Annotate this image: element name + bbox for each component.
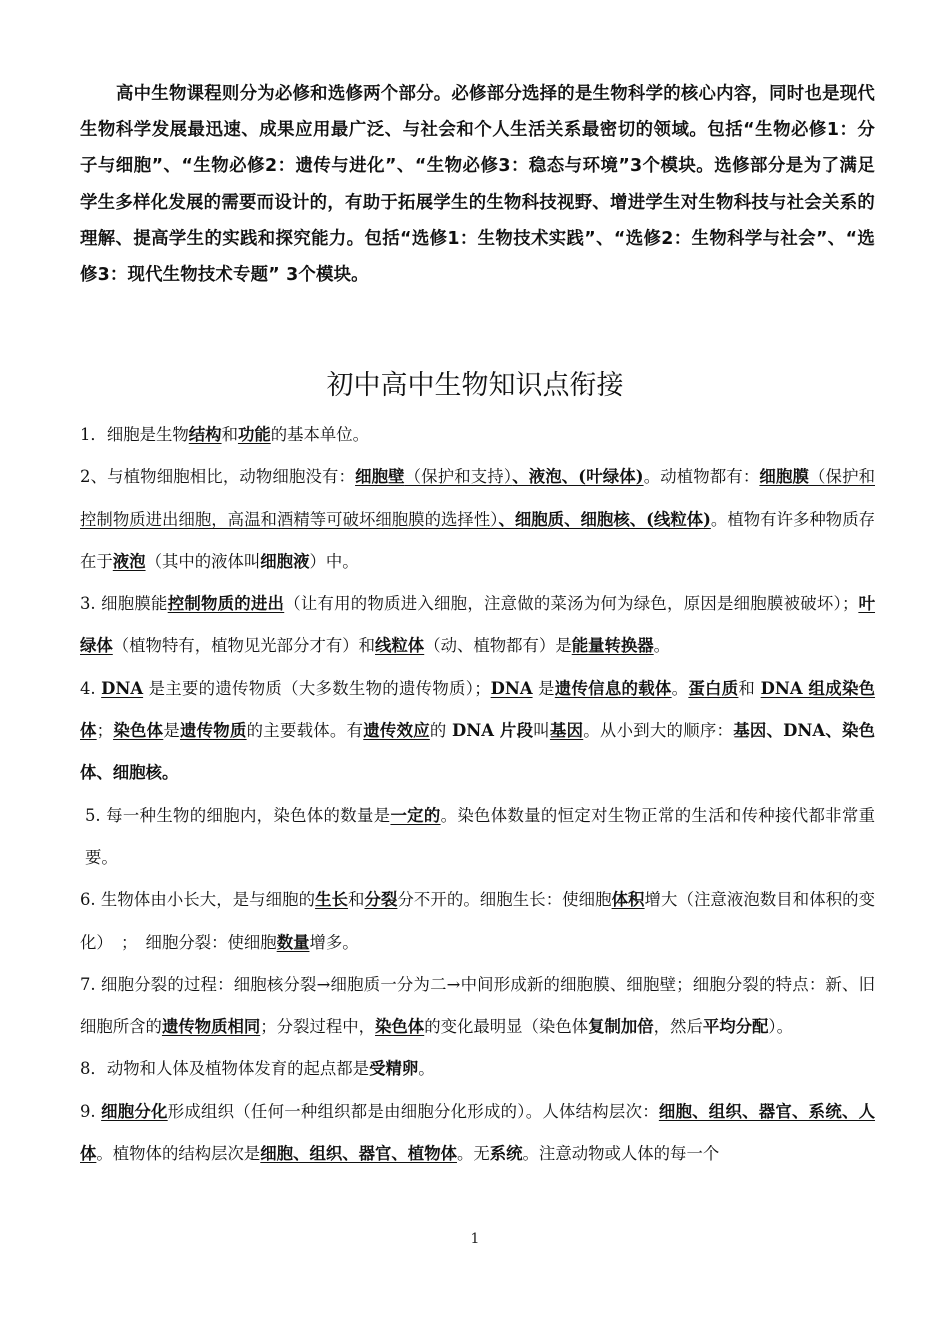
knowledge-point-5 — [80, 795, 875, 880]
point-text: 。染色体数量的恒定对生物正常的生活和传种接代都非常重要。 — [85, 805, 876, 867]
highlighted-term: 蛋白质 — [688, 678, 739, 698]
highlighted-term: 细胞膜 — [759, 467, 810, 487]
knowledge-point-2 — [80, 456, 875, 583]
point-text: ）。 — [768, 1017, 793, 1037]
point-text: 的变化最明显（染色体 — [424, 1017, 589, 1037]
point-text: 叫 — [533, 721, 550, 741]
point-text: 5. 每一种生物的细胞内，染色体的数量是 — [85, 805, 391, 825]
highlighted-term: 体积 — [611, 890, 645, 910]
highlighted-term: 平均分配 — [702, 1017, 769, 1037]
point-text: 和 — [738, 678, 761, 698]
highlighted-term: 生长 — [315, 890, 349, 910]
highlighted-term: 控制物质的进出 — [167, 594, 285, 614]
highlighted-term: 系统 — [489, 1144, 523, 1164]
point-text: 。植物体的结构层次是 — [96, 1144, 261, 1164]
highlighted-term: 细胞壁 — [355, 467, 405, 487]
section-title: 初中高中生物知识点衔接 — [326, 370, 624, 401]
point-text: 。注意动物或人体的每一个 — [522, 1144, 720, 1164]
highlighted-term: DNA 组成染色体 — [80, 678, 876, 741]
highlighted-term: 、细胞质、细胞核、(线粒体) — [498, 509, 711, 529]
highlighted-term: 能量转换器 — [571, 636, 654, 656]
point-text: 8．动物和人体及植物体发育的起点都是 — [80, 1059, 370, 1079]
point-text: 是主要的遗传物质（大多数生物的遗传物质）； — [143, 678, 491, 698]
point-text: ）中。 — [309, 551, 359, 571]
highlighted-term: 细胞、组织、器官、系统、人体 — [80, 1101, 876, 1164]
point-text: 7. 细胞分裂的过程：细胞核分裂→细胞质一分为二→中间形成新的细胞膜、细胞壁；细胞分裂的特点：新、旧细胞所含的 — [80, 974, 875, 1037]
highlighted-term: DNA 片段 — [452, 721, 534, 741]
knowledge-points — [80, 414, 875, 1175]
point-text: 。从小到大的顺序： — [583, 721, 734, 741]
point-text: 。 — [653, 636, 671, 656]
highlighted-term: 染色体 — [113, 721, 164, 741]
point-text: 6. 生物体由小长大，是与细胞的 — [80, 890, 316, 910]
point-text: 增大（注意液泡数目和体积的变化） ； 细胞分裂：使细胞 — [80, 890, 876, 952]
highlighted-term: 染色体 — [375, 1017, 425, 1037]
highlighted-term: （保护和控制物质进出细胞，高温和酒精等可破坏细胞膜的选择性） — [80, 467, 875, 529]
point-text: 4. — [80, 678, 102, 698]
knowledge-point-3 — [80, 583, 875, 668]
point-text: 1．细胞是生物 — [80, 425, 189, 444]
point-text: 。动植物都有： — [643, 467, 760, 487]
point-text: 。 — [671, 678, 689, 698]
point-text: （让有用的物质进入细胞，注意做的菜汤为何为绿色，原因是细胞膜被破坏）； — [284, 594, 859, 614]
point-text: 和 — [221, 425, 238, 444]
highlighted-term: DNA — [490, 678, 533, 698]
point-text: 和 — [348, 890, 365, 910]
highlighted-term: 遗传物质相同 — [161, 1017, 261, 1037]
point-text: 3. 细胞膜能 — [80, 594, 168, 614]
highlighted-term: （保护和支持） — [404, 467, 513, 487]
highlighted-term: 遗传物质 — [179, 721, 247, 741]
highlighted-term: 遗传信息的载体 — [554, 678, 672, 698]
point-text: ，然后 — [653, 1017, 703, 1037]
point-text: 是 — [163, 721, 180, 741]
knowledge-point-6 — [80, 879, 875, 964]
point-text: 的 — [429, 721, 453, 741]
point-text: （其中的液体叫 — [145, 551, 261, 571]
point-text: 增多。 — [309, 932, 359, 952]
highlighted-term: 一定的 — [390, 805, 441, 825]
highlighted-term: 分裂 — [364, 890, 398, 910]
point-text: 形成组织（任何一种组织都是由细胞分化形成的）。人体结构层次： — [167, 1101, 659, 1121]
point-text: （植物特有，植物见光部分才有）和 — [112, 636, 376, 656]
highlighted-term: 、液泡、(叶绿体) — [512, 467, 644, 487]
highlighted-term: 叶绿体 — [80, 594, 876, 656]
highlighted-term: 细胞、组织、器官、植物体 — [260, 1144, 457, 1164]
knowledge-point-7 — [80, 964, 875, 1049]
point-text: 2、与植物细胞相比，动物细胞没有： — [80, 467, 356, 487]
point-text: ； — [96, 721, 114, 741]
highlighted-term: 基因 — [549, 721, 584, 741]
point-text: 。植物有许多种物质存在于 — [80, 509, 876, 571]
highlighted-term: 遗传效应 — [363, 721, 430, 741]
highlighted-term: 基因、DNA、染色体、细胞核。 — [80, 721, 876, 783]
highlighted-term: 受精卵 — [369, 1059, 419, 1079]
point-text: 分不开的。细胞生长：使细胞 — [397, 890, 612, 910]
point-text: 的主要载体。有 — [246, 721, 364, 741]
point-text: 9. — [80, 1101, 102, 1121]
knowledge-point-1 — [80, 414, 875, 456]
highlighted-term: 细胞液 — [260, 551, 310, 571]
highlighted-term: 线粒体 — [375, 636, 425, 656]
highlighted-term: 结构 — [188, 425, 222, 444]
highlighted-term: 复制加倍 — [588, 1017, 654, 1037]
knowledge-point-9 — [80, 1091, 875, 1176]
highlighted-term: 细胞分化 — [101, 1101, 168, 1121]
point-text: 。无 — [456, 1144, 490, 1164]
highlighted-term: 功能 — [237, 425, 271, 444]
page-number: 1 — [470, 1231, 480, 1247]
highlighted-term: 液泡 — [112, 551, 146, 571]
point-text: （动、植物都有）是 — [424, 636, 572, 656]
highlighted-term: DNA — [101, 678, 144, 698]
highlighted-term: 数量 — [276, 932, 310, 952]
knowledge-point-4 — [80, 668, 875, 795]
point-text: 。 — [418, 1059, 435, 1079]
point-text: 的基本单位。 — [270, 425, 370, 444]
point-text: 是 — [532, 678, 555, 698]
knowledge-point-8 — [80, 1048, 875, 1090]
point-text: ；分裂过程中， — [260, 1017, 376, 1037]
intro-paragraph: 高中生物课程则分为必修和选修两个部分。必修部分选择的是生物科学的核心内容，同时也是现代生物科学发展最迅速、成果应用最广泛、与社会和个人生活关系最密切的领域。包括“生物必修1：分子与细胞”、“生物必修2：遗传与进化”、“生物必修3：稳态与环境”3个模块。选修部分是为了满足学生多样化发展的需要而设计的，有助于拓展学生的生物科技视野、增进学生对生物科技与社会关系的理解、提高学生的实践和探究能力。包括“选修1：生物技术实践”、“选修2：生物科学与社会”、“选修3：现代生物技术专题” 3个模块。 — [80, 84, 875, 286]
